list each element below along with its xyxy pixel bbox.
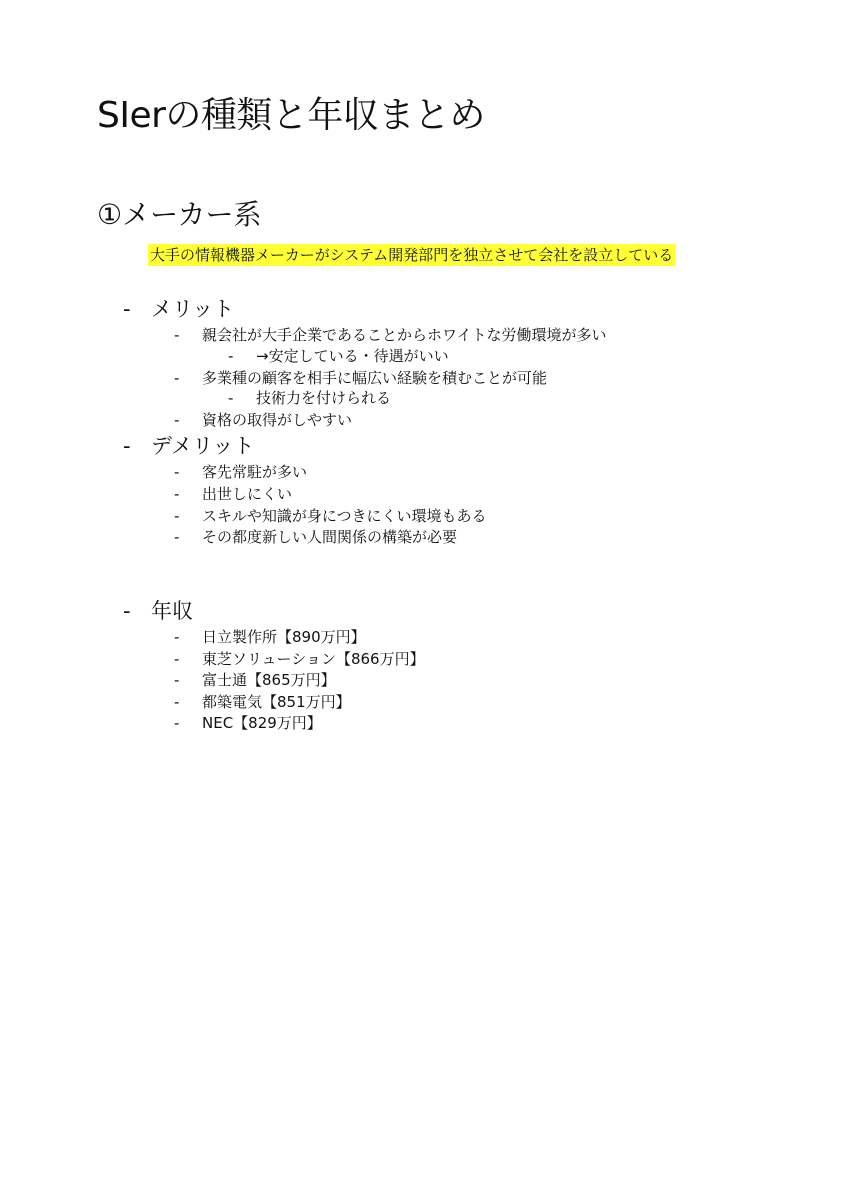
merits-label: メリット: [151, 297, 235, 321]
list-item: - 親会社が大手企業であることからホワイトな労働環境が多い: [174, 326, 607, 344]
list-item: - スキルや知識が身につきにくい環境もある: [174, 507, 487, 525]
demerits-label: デメリット: [151, 434, 255, 458]
list-item: - 日立製作所【890万円】: [174, 628, 366, 646]
bullet-dash: -: [123, 434, 131, 458]
salary-label: 年収: [151, 599, 193, 623]
list-item: - 富士通【865万円】: [174, 671, 336, 689]
page-title: SIerの種類と年収まとめ: [97, 95, 485, 136]
salary-heading: [123, 597, 193, 625]
merits-heading: [123, 295, 234, 323]
section-heading: ①メーカー系: [97, 198, 262, 231]
list-item: - NEC【829万円】: [174, 714, 322, 732]
list-item: - 東芝ソリューション【866万円】: [174, 650, 425, 668]
list-item: - 多業種の顧客を相手に幅広い経験を積むことが可能: [174, 369, 548, 387]
list-item: - 資格の取得がしやすい: [174, 411, 353, 429]
bullet-dash: -: [123, 599, 131, 623]
list-item: - その都度新しい人間関係の構築が必要: [174, 528, 458, 546]
list-item: - →安定している・待遇がいい: [228, 347, 449, 365]
bullet-dash: -: [123, 297, 131, 321]
highlighted-description: 大手の情報機器メーカーがシステム開発部門を独立させて会社を設立している: [150, 246, 674, 264]
list-item: - 都築電気【851万円】: [174, 693, 351, 711]
demerits-heading: [123, 432, 254, 460]
list-item: - 客先常駐が多い: [174, 463, 308, 481]
list-item: - 技術力を付けられる: [228, 389, 392, 407]
list-item: - 出世しにくい: [174, 485, 293, 503]
